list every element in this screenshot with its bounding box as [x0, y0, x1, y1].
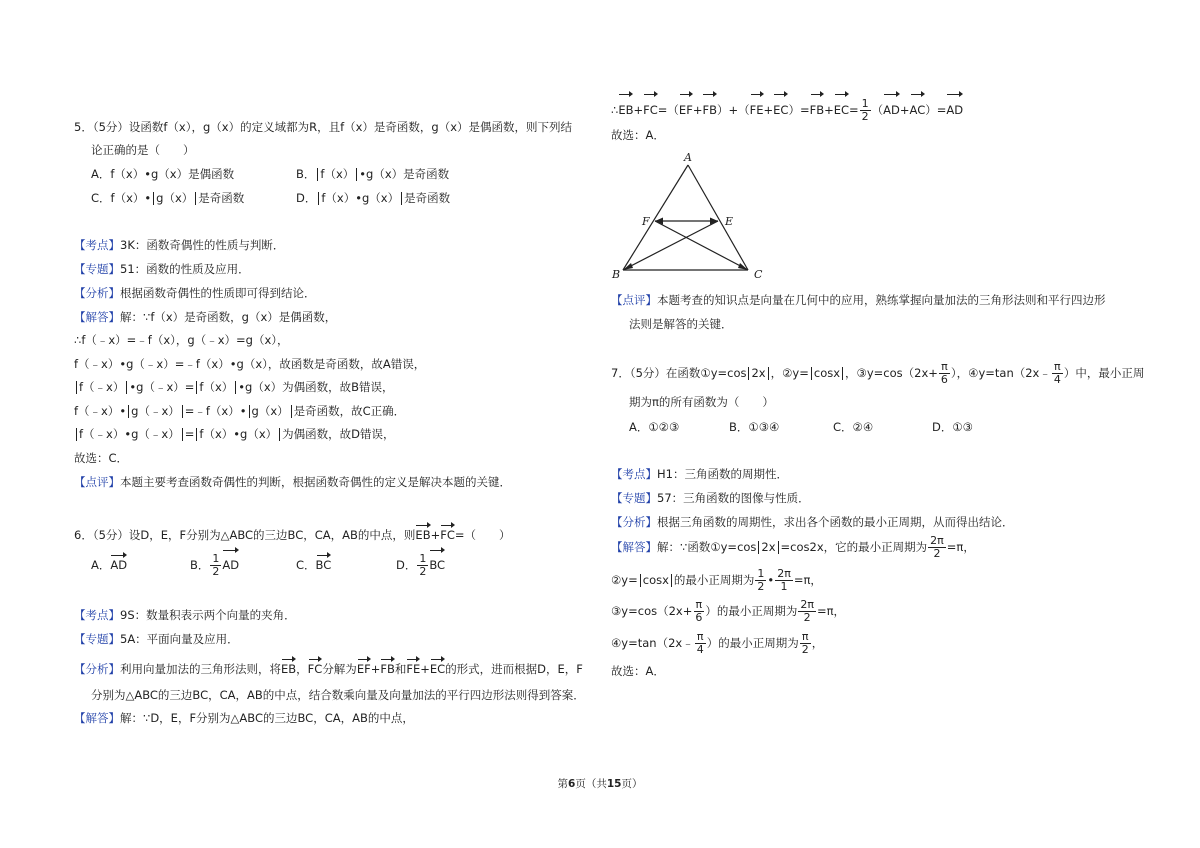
q6-stem: 6．（5分）设D，E，F分别为△ABC的三边BC，CA，AB的中点，则EB+FC=（ ）: [74, 523, 511, 544]
q7-choice: 故选：A．: [611, 664, 665, 678]
q6-equation: ∴EB+FC=（EF+FB）+（FE+EC）=FB+EC= $\frac{1}{2}$ （AD+AC）=AD: [611, 92, 963, 125]
q7-option-b: B．①③④: [729, 420, 780, 434]
q7-solution-line3: ③y=cos（2x+ $\frac{\pi}{6}$ ）的最小正周期为 $\frac{2\pi}{2}$ =π，: [611, 598, 846, 624]
q6-dianping: 【点评】本题考查的知识点是向量在几何中的应用，熟练掌握向量加法的三角形法则和平行四边形: [611, 293, 1106, 307]
label-e: E: [725, 215, 734, 228]
q5-jieda: 【解答】解：∵f（x）是奇函数，g（x）是偶函数，: [74, 310, 337, 324]
q6-jieda: 【解答】解：∵D，E，F分别为△ABC的三边BC，CA，AB的中点，: [74, 711, 414, 725]
triangle-figure: [608, 150, 778, 285]
q5-solution-line2: f（﹣x）•g（﹣x）=﹣f（x）•g（x），故函数是奇函数，故A错误，: [74, 357, 426, 371]
q6-kaodian: 【考点】9S：数量积表示两个向量的夹角．: [74, 608, 296, 622]
q6-option-a: A．AD: [91, 553, 127, 574]
q6-zhuanti: 【专题】5A：平面向量及应用．: [74, 632, 239, 646]
q5-option-d: D． f（x）•g（x） 是奇函数: [296, 191, 451, 205]
q7-solution-line2: ②y= cosx 的最小正周期为 $\frac{1}{2}$ • $\frac{2\pi}{1}$ =π，: [611, 567, 822, 593]
q7-solution-line4: ④y=tan（2x﹣ $\frac{\pi}{4}$ ）的最小正周期为 $\frac{\pi}{2}$ ，: [611, 630, 824, 656]
q6-option-c: C．BC: [296, 553, 331, 574]
q5-stem-line1: 5．（5分）设函数f（x），g（x）的定义域都为R，且f（x）是奇函数，g（x）是偶函数，则下列结: [74, 120, 573, 134]
q6-choice: 故选：A．: [611, 128, 665, 142]
q7-jieda: 【解答】解：∵函数①y=cos 2x =cos2x，它的最小正周期为 $\frac{2\pi}{2}$ =π，: [611, 534, 975, 560]
q6-fenxi-line2: 分别为△ABC的三边BC，CA，AB的中点，结合数乘向量及向量加法的平行四边形法则得到答案．: [91, 688, 585, 702]
q5-solution-line5: f（﹣x）•g（﹣x） = f（x）•g（x） 为偶函数，故D错误，: [74, 425, 395, 443]
q6-option-b: B． $\frac{1}{2}$ AD: [190, 548, 239, 579]
label-c: C: [754, 268, 763, 281]
q5-solution-line4: f（﹣x）• g（﹣x） =﹣f（x）• g（x） 是奇函数，故C正确．: [74, 404, 406, 418]
page-total: 15: [606, 778, 622, 790]
q6-dianping-line2: 法则是解答的关键．: [629, 317, 733, 331]
q5-option-c: C．f（x）• g（x） 是奇函数: [91, 191, 245, 205]
q6-option-d: D． $\frac{1}{2}$ BC: [396, 548, 445, 579]
page-number: 6: [568, 778, 576, 790]
q5-stem-line2: 论正确的是（ ）: [91, 143, 195, 157]
label-a: A: [684, 151, 692, 164]
q5-dianping: 【点评】本题主要考查函数奇偶性的判断，根据函数奇偶性的定义是解决本题的关键．: [74, 475, 511, 489]
q5-choice: 故选：C．: [74, 451, 129, 465]
q7-stem-line2: 期为π的所有函数为（ ）: [629, 395, 774, 409]
q7-option-a: A．①②③: [629, 420, 680, 434]
q6-fenxi: 【分析】利用向量加法的三角形法则，将EB，FC分解为EF+FB和FE+EC的形式，进而根据D，E，F: [74, 657, 583, 678]
segment-be: [623, 221, 718, 270]
page-footer: 第6页（共15页）: [557, 778, 643, 790]
q7-kaodian: 【考点】H1：三角函数的周期性．: [611, 467, 788, 481]
q5-solution-line3: f（﹣x） •g（﹣x）= f（x） •g（x）为偶函数，故B错误，: [74, 378, 394, 396]
q7-stem: 7．（5分）在函数①y=cos 2x ，②y= cosx ，③y=cos（2x+ $\frac{\pi}{6}$ ），④y=tan（2x﹣ $\frac{\pi}{4}$ ）中，最小正周: [611, 360, 1145, 386]
q5-kaodian: 【考点】3K：函数奇偶性的性质与判断．: [74, 238, 285, 252]
q7-option-c: C．②④: [833, 420, 874, 434]
q5-option-b: B． f（x） •g（x）是奇函数: [296, 167, 450, 181]
triangle-side-ab: [623, 165, 688, 270]
q7-fenxi: 【分析】根据三角函数的周期性，求出各个函数的最小正周期，从而得出结论．: [611, 515, 1014, 529]
q5-fenxi: 【分析】根据函数奇偶性的性质即可得到结论．: [74, 286, 316, 300]
q7-option-d: D．①③: [932, 420, 973, 434]
q5-solution-line1: ∴f（﹣x）=﹣f（x），g（﹣x）=g（x），: [74, 333, 289, 347]
q7-zhuanti: 【专题】57：三角函数的图像与性质．: [611, 491, 810, 505]
q5-option-a: A．f（x）•g（x）是偶函数: [91, 167, 235, 181]
q5-zhuanti: 【专题】51：函数的性质及应用．: [74, 262, 250, 276]
label-f: F: [642, 215, 650, 228]
label-b: B: [612, 268, 621, 281]
